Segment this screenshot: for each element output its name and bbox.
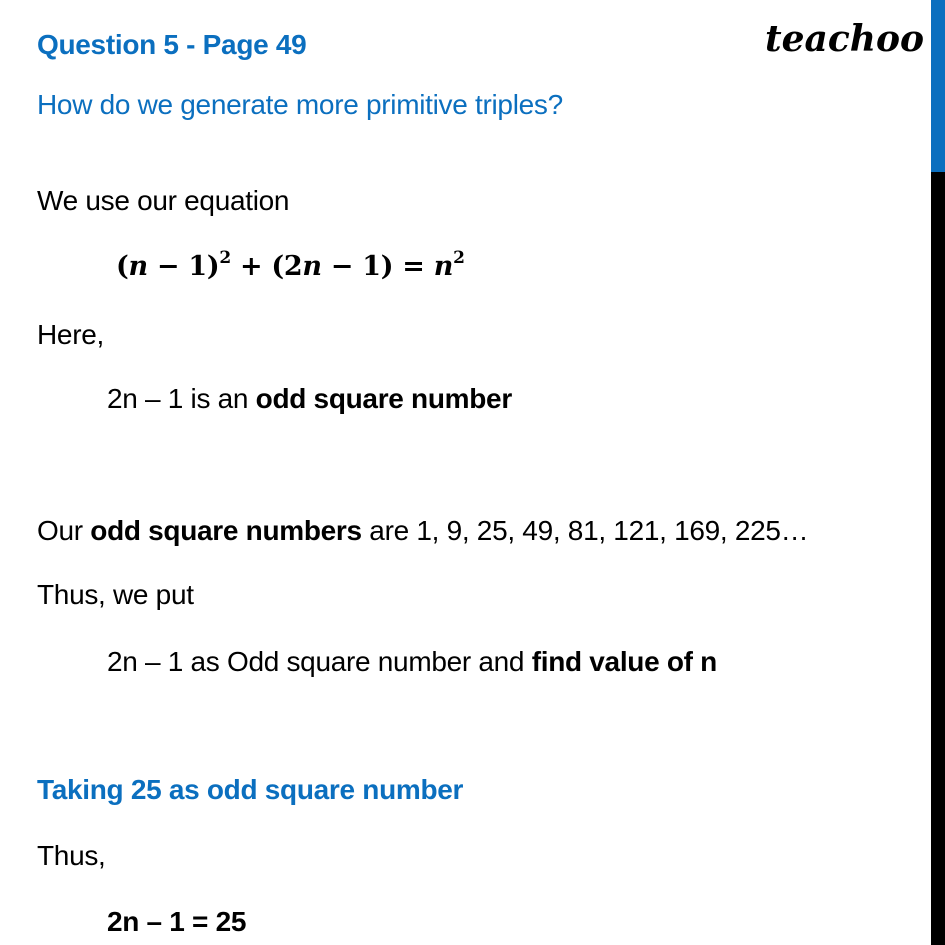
here-label: Here, [37,319,104,350]
eq-var-n: n [433,251,454,282]
statement-bold: odd square number [255,383,512,414]
thus-label: Thus, [37,840,106,871]
eq-part: − 1) = [321,251,434,282]
thus-we-put: Thus, we put [37,579,194,610]
question-label: Question 5 - Page 49 [37,29,307,60]
intro-text: We use our equation [37,185,290,216]
eq-part: ( [116,251,129,282]
statement-find-n [107,645,717,679]
side-bar-blue [931,0,945,172]
eq-exponent: 2 [453,248,465,268]
list-prefix: Our [37,515,91,546]
equation [116,250,465,284]
result-equation: 2n – 1 = 25 [107,906,247,937]
eq-var-n: n [302,251,322,282]
eq-part: + (2 [230,251,303,282]
side-bar-black [931,172,945,945]
statement-text: 2n – 1 is an [107,383,256,414]
statement-text: 2n – 1 as Odd square number and [107,646,532,677]
list-values: are 1, 9, 25, 49, 81, 121, 169, 225… [361,515,809,546]
teachoo-logo: teachoo [765,18,924,60]
eq-exponent: 2 [219,248,231,268]
statement-bold: find value of n [531,646,717,677]
taking-25-heading: Taking 25 as odd square number [37,774,464,805]
question-text: How do we generate more primitive triples? [37,89,563,120]
eq-part: − 1) [147,251,220,282]
eq-var-n: n [128,251,148,282]
odd-squares-list [37,514,808,548]
list-bold: odd square numbers [90,515,362,546]
statement-odd-square [107,382,512,416]
